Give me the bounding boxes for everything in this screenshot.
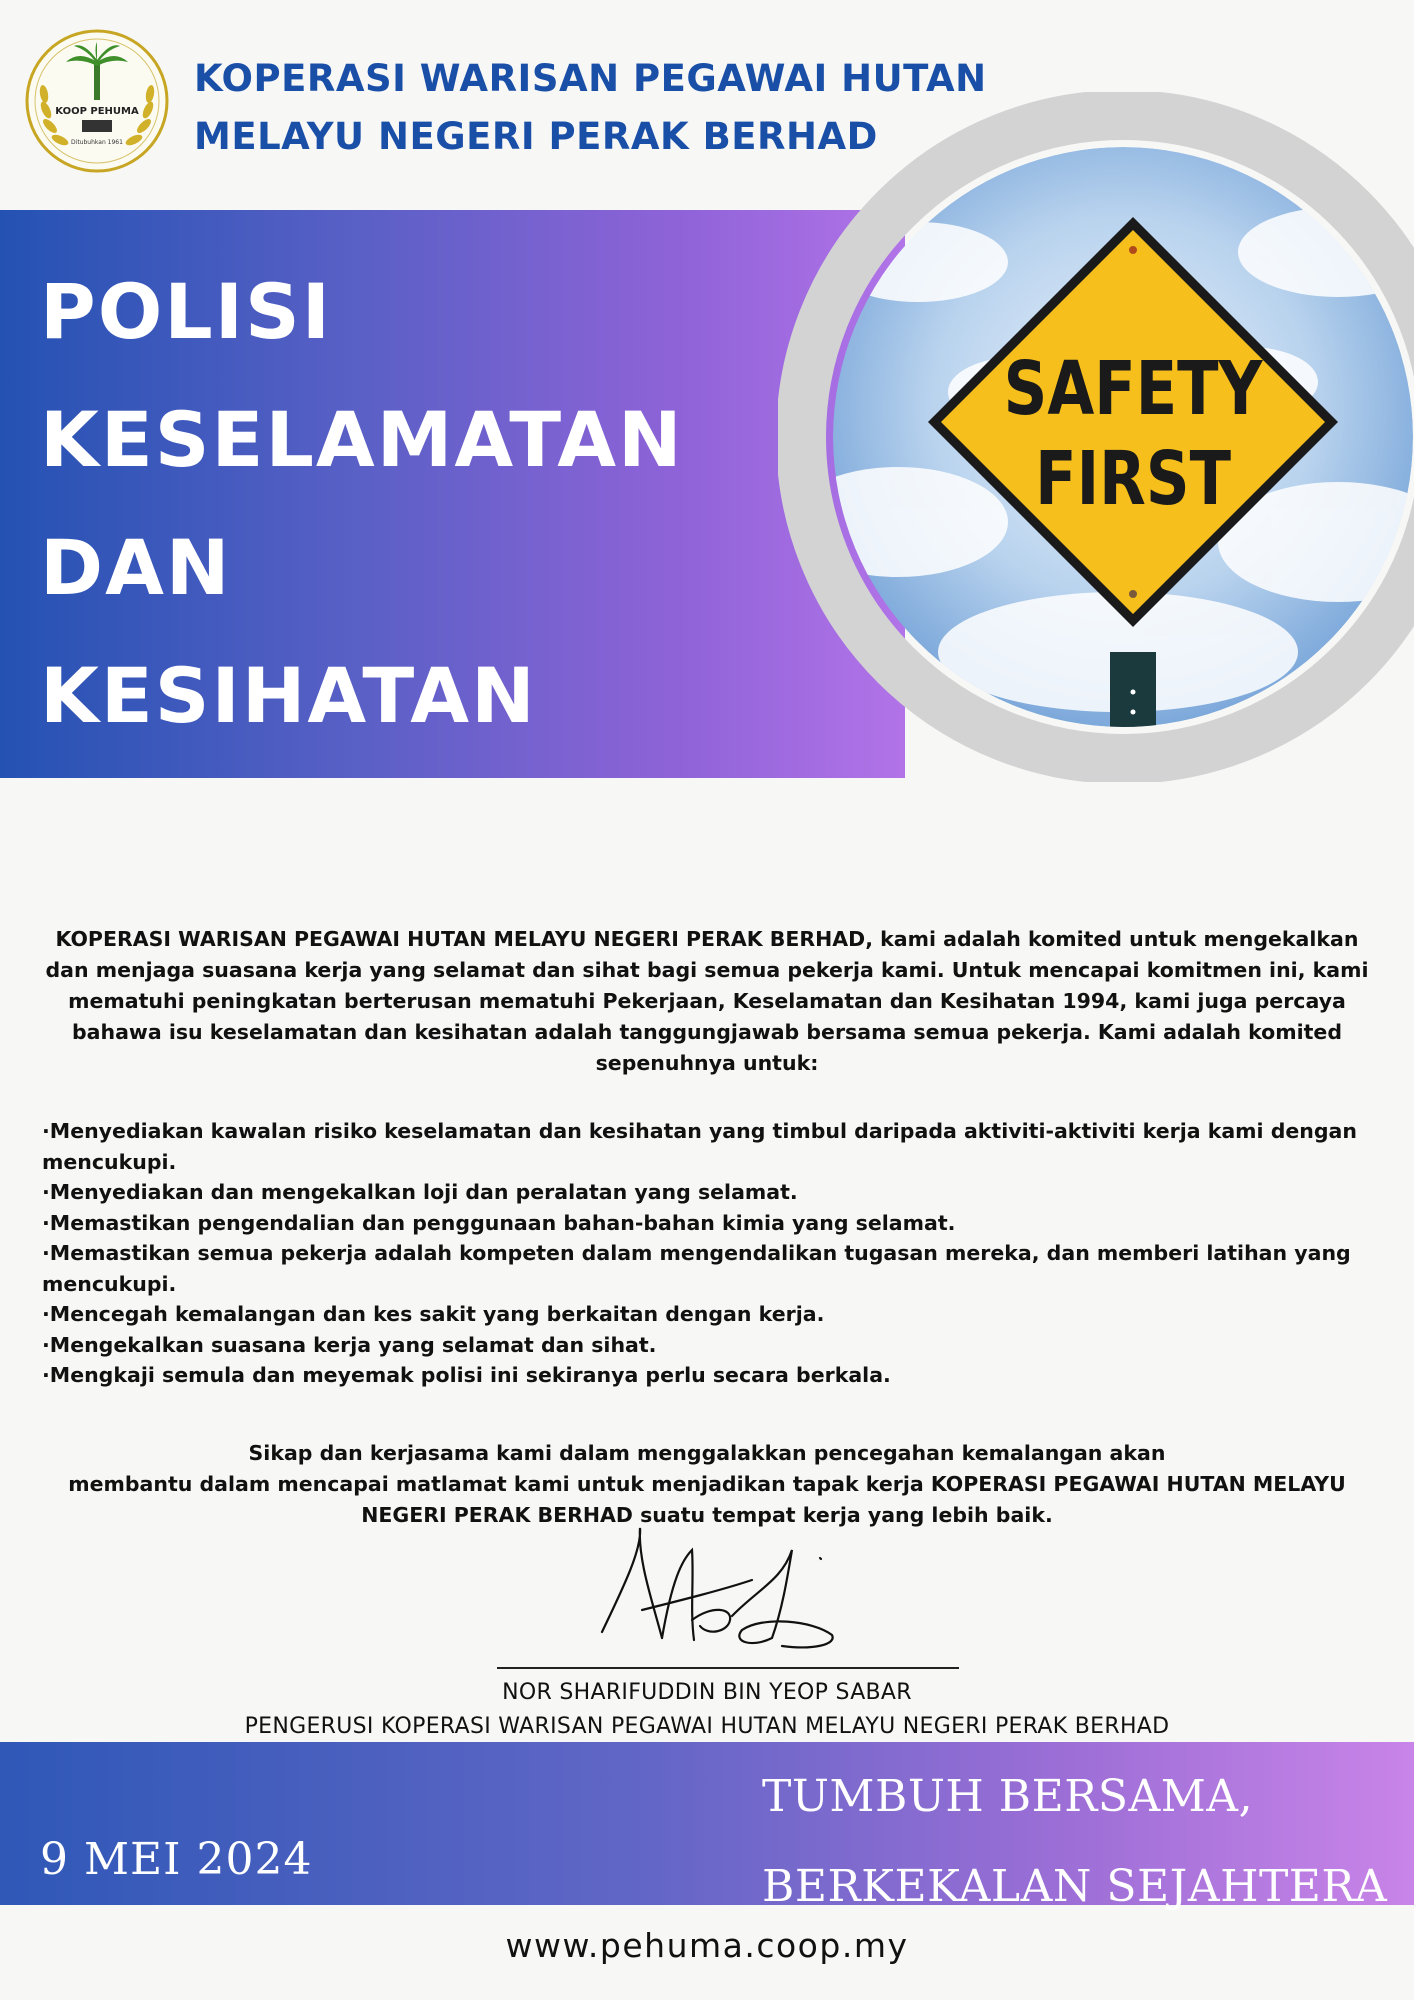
slogan	[762, 1752, 1402, 1932]
intro-line: dan menjaga suasana kerja yang selamat dan sihat bagi semua pekerja kami. Untuk mencapai komitmen ini, kami	[45, 958, 1369, 982]
title-line3: DAN	[40, 523, 232, 612]
commitment-list	[42, 1116, 1372, 1391]
slogan-line1: TUMBUH BERSAMA,	[762, 1771, 1254, 1822]
title-line2: KESELAMATAN	[40, 395, 684, 484]
sign-text-first: FIRST	[1035, 435, 1231, 522]
org-name-line2: MELAYU NEGERI PERAK BERHAD	[194, 115, 878, 158]
logo-subtext: Ditubuhkan 1961	[71, 139, 123, 146]
slogan-line2: BERKEKALAN SEJAHTERA	[762, 1861, 1388, 1912]
intro-line: KOPERASI WARISAN PEGAWAI HUTAN MELAYU NEGERI PERAK BERHAD, kami adalah komited untuk mengekalkan	[55, 927, 1359, 951]
date-label: 9 MEI 2024	[40, 1834, 313, 1885]
closing-line: Sikap dan kerjasama kami dalam menggalakkan pencegahan kemalangan akan	[248, 1441, 1166, 1465]
sign-text-safety: SAFETY	[1003, 345, 1263, 432]
signature-line	[497, 1667, 959, 1669]
intro-line: sepenuhnya untuk:	[595, 1051, 819, 1075]
closing-line: NEGERI PERAK BERHAD suatu tempat kerja yang lebih baik.	[361, 1503, 1053, 1527]
website-link[interactable]: www.pehuma.coop.my	[505, 1926, 909, 1965]
list-item: ·Mengekalkan suasana kerja yang selamat dan sihat.	[42, 1332, 657, 1357]
policy-title	[40, 248, 880, 760]
list-item: ·Memastikan pengendalian dan penggunaan bahan-bahan kimia yang selamat.	[42, 1210, 956, 1235]
intro-line: bahawa isu keselamatan dan kesihatan adalah tanggungjawab bersama semua pekerja. Kami adalah komited	[71, 1020, 1343, 1044]
list-item: mencukupi.	[42, 1149, 177, 1174]
signature	[582, 1520, 862, 1660]
list-item: ·Menyediakan dan mengekalkan loji dan peralatan yang selamat.	[42, 1180, 798, 1204]
title-line4: KESIHATAN	[40, 651, 537, 740]
list-item: ·Menyediakan kawalan risiko keselamatan dan kesihatan yang timbul daripada aktiviti-aktiviti kerja kami dengan	[42, 1119, 1357, 1143]
title-line1: POLISI	[40, 267, 333, 356]
signer-title: PENGERUSI KOPERASI WARISAN PEGAWAI HUTAN MELAYU NEGERI PERAK BERHAD	[244, 1714, 1170, 1739]
list-item: ·Memastikan semua pekerja adalah kompeten dalam mengendalikan tugasan mereka, dan memberi latihan yang	[42, 1241, 1351, 1265]
intro-line: mematuhi peningkatan berterusan mematuhi Pekerjaan, Keselamatan dan Kesihatan 1994, kami juga percaya	[68, 989, 1346, 1013]
list-item: ·Mencegah kemalangan dan kes sakit yang berkaitan dengan kerja.	[42, 1302, 825, 1326]
closing-line: membantu dalam mencapai matlamat kami untuk menjadikan tapak kerja KOPERASI PEGAWAI HUTAN MELAYU	[68, 1472, 1346, 1496]
org-name-line1: KOPERASI WARISAN PEGAWAI HUTAN	[194, 57, 987, 100]
list-item: mencukupi.	[42, 1271, 177, 1296]
signer-name: NOR SHARIFUDDIN BIN YEOP SABAR	[502, 1680, 912, 1705]
koop-pehuma-logo	[24, 28, 170, 174]
list-item: ·Mengkaji semula dan meyemak polisi ini sekiranya perlu secara berkala.	[42, 1363, 891, 1387]
closing-paragraph	[40, 1438, 1374, 1531]
logo-text: KOOP PEHUMA	[55, 106, 139, 117]
intro-paragraph	[40, 924, 1374, 1079]
